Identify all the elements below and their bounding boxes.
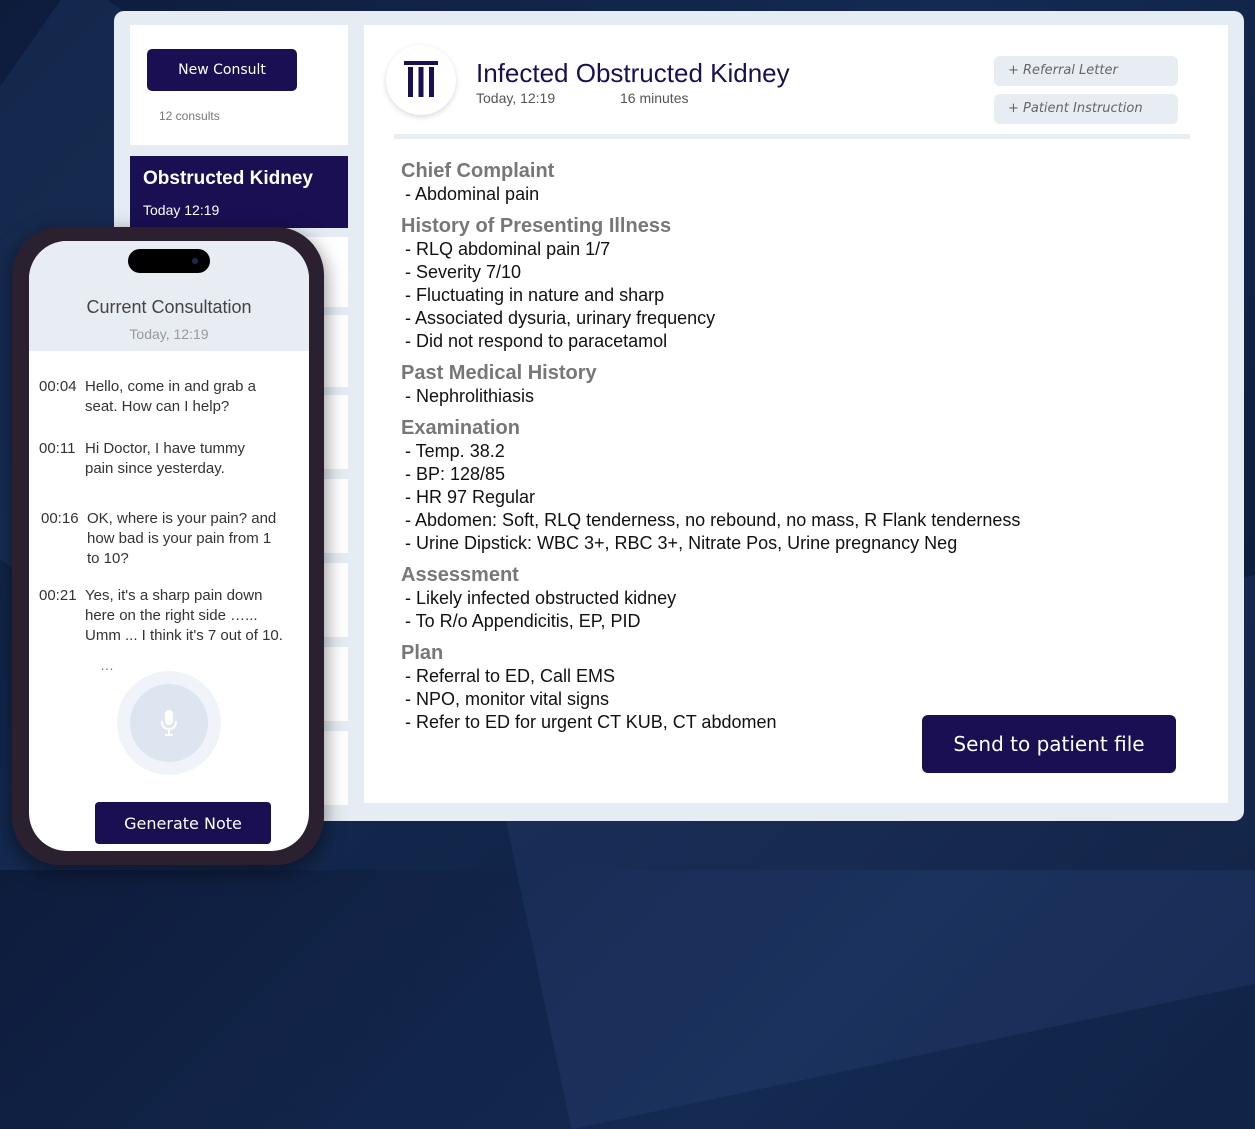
new-consult-button[interactable]: New Consult: [147, 49, 297, 91]
note-title: Infected Obstructed Kidney: [476, 58, 790, 88]
message-text: Hi Doctor, I have tummy pain since yesterday.: [85, 440, 246, 477]
section-line: - Likely infected obstructed kidney: [405, 588, 677, 608]
section-line: - NPO, monitor vital signs: [405, 689, 610, 709]
consult-count: 12 consults: [159, 109, 220, 123]
dynamic-island: [128, 249, 210, 273]
record-button[interactable]: [117, 671, 221, 775]
note-section: [401, 159, 1020, 206]
message-text: OK, where is your pain? and how bad is your pain from 1 to 10?: [87, 510, 277, 567]
message-time: 00:04: [39, 378, 77, 395]
message-time: 00:16: [41, 510, 79, 527]
section-line: - RLQ abdominal pain 1/7: [405, 239, 611, 259]
microphone-icon: [160, 709, 178, 737]
note-date: Today, 12:19: [476, 90, 556, 106]
message-text: Hello, come in and grab a seat. How can I help?: [85, 378, 256, 415]
transcript-message: [41, 509, 276, 569]
divider: [394, 134, 1190, 139]
sidebar-item-active-consult[interactable]: [130, 156, 348, 228]
section-line: - Abdominal pain: [405, 184, 540, 204]
note-duration: 16 minutes: [620, 90, 689, 106]
section-line: - Refer to ED for urgent CT KUB, CT abdomen: [405, 712, 777, 732]
referral-letter-button[interactable]: + Referral Letter: [994, 56, 1178, 86]
note-section: [401, 214, 1020, 353]
section-title: History of Presenting Illness: [401, 215, 672, 237]
transcript-message: [39, 586, 283, 646]
message-text: Yes, it's a sharp pain down here on the right side …... Umm ... I think it's 7 out of 10.: [85, 587, 283, 644]
section-line: - Nephrolithiasis: [405, 386, 535, 406]
section-line: - Associated dysuria, urinary frequency: [405, 308, 716, 328]
phone-screen: [29, 241, 309, 851]
consult-item-title: Obstructed Kidney: [143, 168, 313, 189]
section-title: Assessment: [401, 564, 519, 586]
phone-header: [29, 241, 309, 351]
sidebar-header: [130, 25, 348, 145]
section-line: - Referral to ED, Call EMS: [405, 666, 616, 686]
section-line: - BP: 128/85: [405, 464, 506, 484]
section-line: - Abdomen: Soft, RLQ tenderness, no rebound, no mass, R Flank tenderness: [405, 510, 1021, 530]
section-line: - Temp. 38.2: [405, 441, 505, 461]
consultation-time: Today, 12:19: [129, 326, 209, 342]
consultation-title: Current Consultation: [86, 297, 252, 317]
section-line: - Fluctuating in nature and sharp: [405, 285, 665, 305]
section-line: - HR 97 Regular: [405, 487, 536, 507]
section-line: - To R/o Appendicitis, EP, PID: [405, 611, 641, 631]
transcript-message: [39, 377, 256, 417]
section-line: - Did not respond to paracetamol: [405, 331, 668, 351]
consult-item-time: Today 12:19: [143, 202, 220, 218]
section-title: Past Medical History: [401, 362, 597, 384]
columns-logo-icon: [386, 45, 456, 115]
section-line: - Urine Dipstick: WBC 3+, RBC 3+, Nitrate Pos, Urine pregnancy Neg: [405, 533, 958, 553]
send-to-patient-file-button[interactable]: Send to patient file: [922, 715, 1176, 773]
note-section: [401, 361, 1020, 408]
patient-instruction-button[interactable]: + Patient Instruction: [994, 94, 1178, 124]
transcript-message: [39, 439, 245, 479]
section-title: Plan: [401, 642, 444, 664]
section-line: - Severity 7/10: [405, 262, 522, 282]
generate-note-button[interactable]: Generate Note: [95, 802, 271, 844]
section-title: Examination: [401, 417, 520, 439]
section-title: Chief Complaint: [401, 160, 555, 182]
note-panel: [364, 25, 1228, 803]
typing-ellipsis: …: [100, 657, 114, 673]
camera-icon: [192, 258, 198, 264]
note-section: [401, 416, 1020, 555]
record-button-inner: [130, 684, 208, 762]
message-time: 00:21: [39, 587, 77, 604]
message-time: 00:11: [39, 440, 76, 457]
phone-device: [12, 227, 324, 865]
note-section: [401, 563, 1020, 633]
clinical-note-body: [401, 159, 1020, 742]
